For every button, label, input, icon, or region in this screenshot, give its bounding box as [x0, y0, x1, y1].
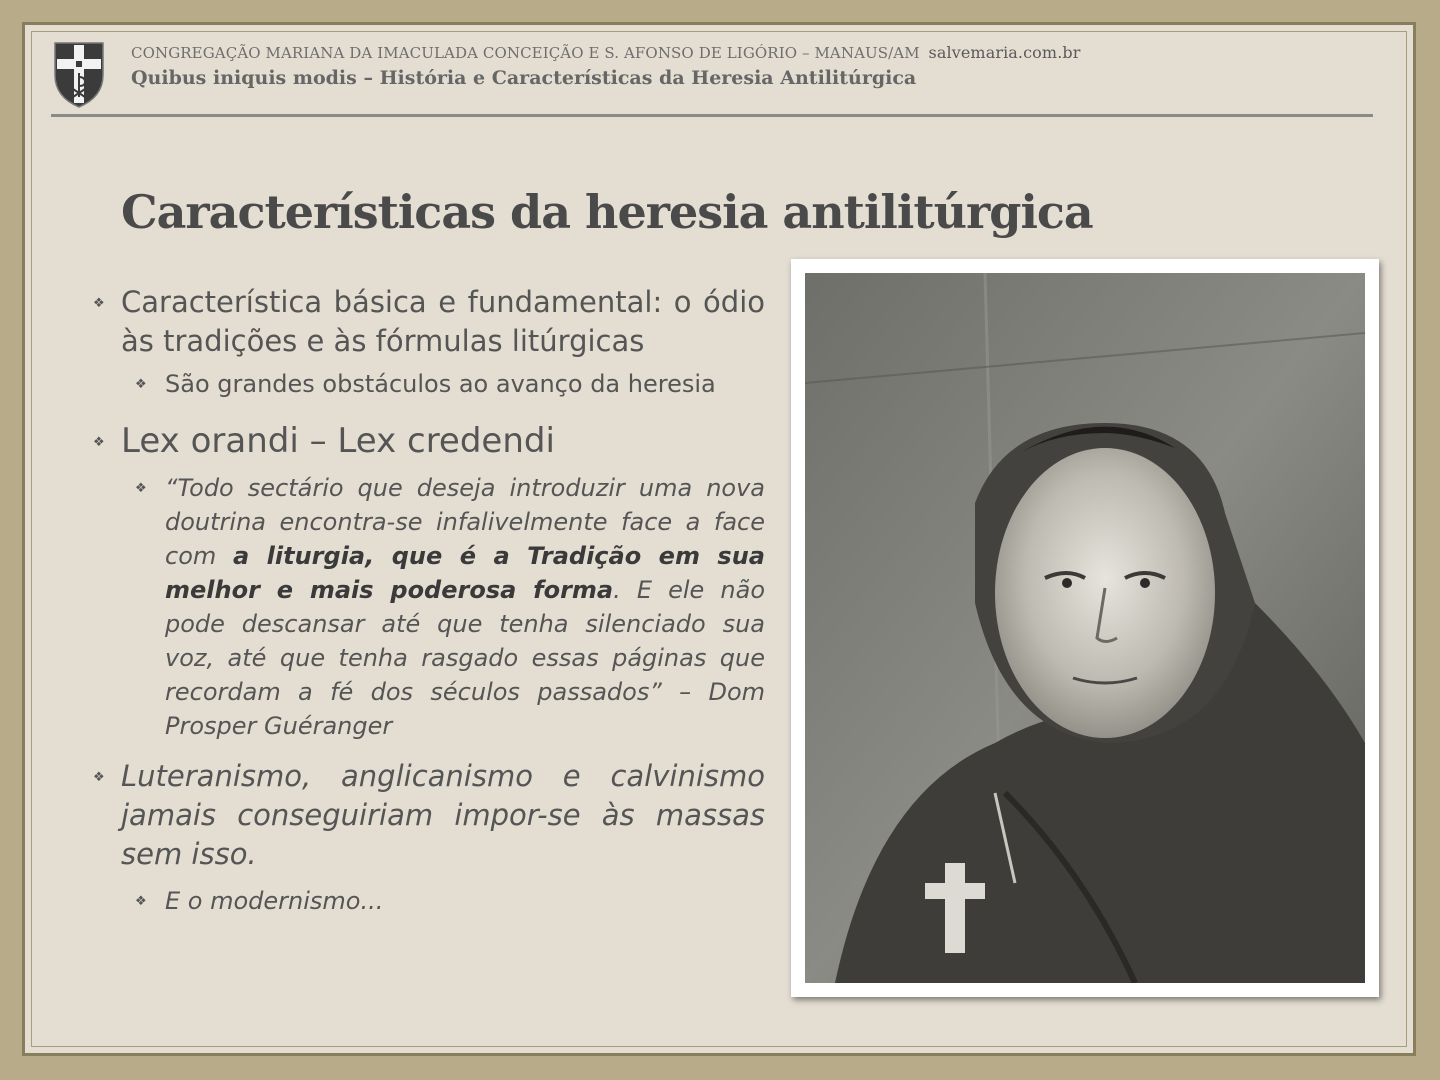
diamond-dots-icon: ❖ [135, 481, 147, 496]
bullet-item [85, 757, 765, 874]
header-organization [131, 43, 1080, 62]
bullet-text: Característica básica e fundamental: o ódio às tradições e às fórmulas litúrgicas [121, 285, 765, 358]
sub-bullet-quote [85, 471, 765, 743]
bullet-item [85, 419, 765, 463]
sub-bullet-item [85, 884, 765, 918]
monk-portrait-icon [805, 273, 1365, 983]
sub-bullet-text: E o modernismo... [165, 887, 384, 915]
slide-title: Características da heresia antilitúrgica [121, 185, 1093, 239]
bullet-list [85, 283, 765, 928]
slide-frame [22, 22, 1416, 1056]
quote-text-emphasis: a liturgia, que é a Tradição em sua melhor e mais poderosa forma [165, 542, 765, 604]
website-link[interactable]: salvemaria.com.br [928, 43, 1081, 62]
sub-bullet-text: São grandes obstáculos ao avanço da heresia [165, 370, 716, 398]
bullet-text: Lex orandi – Lex credendi [121, 421, 555, 461]
quote-text-before: “Todo sectário que deseja introduzir uma nova doutrina encontra-se infalivelmente face a face com [165, 474, 765, 570]
organization-name: CONGREGAÇÃO MARIANA DA IMACULADA CONCEIÇÃO E S. AFONSO DE LIGÓRIO – MANAUS/AM [131, 44, 920, 62]
bullet-text: Luteranismo, anglicanismo e calvinismo jamais conseguiriam impor-se às massas sem isso. [121, 759, 765, 871]
sub-bullet-item [85, 367, 765, 401]
header-subtitle: Quibus iniquis modis – História e Características da Heresia Antilitúrgica [131, 67, 917, 89]
diamond-dots-icon: ❖ [135, 377, 147, 392]
diamond-dots-icon: ❖ [93, 296, 105, 311]
diamond-dots-icon: ❖ [135, 894, 147, 909]
quote-text-after: . E ele não pode descansar até que tenha silenciado sua voz, até que tenha rasgado essas páginas que recordam a fé dos séculos passados” – Dom Prosper Guéranger [165, 576, 765, 740]
shield-cross-chi-rho-icon [51, 39, 107, 109]
diamond-dots-icon: ❖ [93, 770, 105, 785]
bullet-item [85, 283, 765, 361]
header-divider [51, 114, 1373, 117]
diamond-dots-icon: ❖ [93, 435, 105, 450]
portrait-frame [791, 259, 1379, 997]
